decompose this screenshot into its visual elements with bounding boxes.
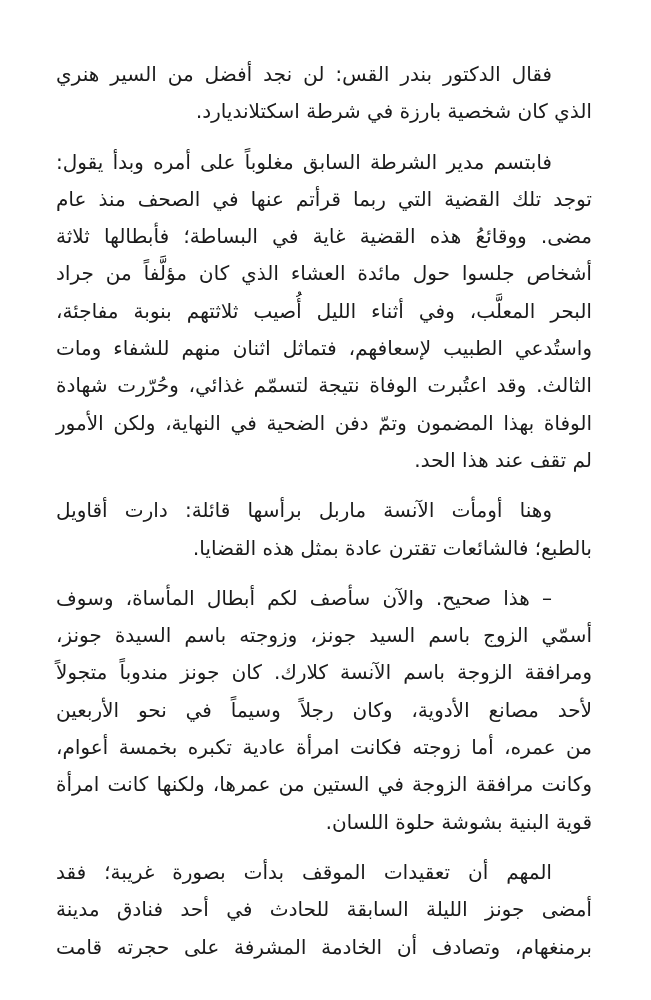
text-line: وهنا أومأت الآنسة ماربل برأسها قائلة: دارت أقاويل bbox=[56, 498, 552, 523]
text-line: لم تقف عند هذا الحد. bbox=[414, 447, 592, 472]
text-line: الذي كان شخصية بارزة في شرطة اسكتلانديارد. bbox=[195, 99, 592, 124]
text-line: أسمّي الزوج باسم السيد جونز، وزوجته باسم السيدة جونز، bbox=[56, 623, 592, 648]
text-line: البحر المعلَّب، وفي أثناء الليل أُصيب ثلاثتهم بنوبة مفاجئة، bbox=[56, 298, 592, 323]
text-line: – هذا صحيح. والآن سأصف لكم أبطال المأساة، وسوف bbox=[56, 585, 552, 610]
paragraph bbox=[56, 580, 592, 841]
text-line: فابتسم مدير الشرطة السابق مغلوباً على أمره وبدأ يقول: bbox=[56, 149, 552, 174]
paragraph bbox=[56, 854, 592, 966]
text-line: لأحد مصانع الأدوية، وكان رجلاً وسيماً في نحو الأربعين bbox=[56, 697, 592, 722]
paragraph bbox=[56, 144, 592, 480]
text-line: مضى. ووقائعُ هذه القضية غاية في البساطة؛ فأبطالها ثلاثة bbox=[56, 224, 592, 249]
text-line: واستُدعي الطبيب لإسعافهم، فتماثل اثنان منهم للشفاء ومات bbox=[56, 336, 592, 361]
text-line: من عمره، أما زوجته فكانت امرأة عادية تكبره بخمسة أعوام، bbox=[56, 735, 592, 760]
paragraph bbox=[56, 492, 592, 567]
text-line: الثالث. وقد اعتُبرت الوفاة نتيجة لتسمّم غذائي، وحُرّرت شهادة bbox=[56, 373, 592, 398]
text-line: المهم أن تعقيدات الموقف بدأت بصورة غريبة؛ فقد bbox=[56, 859, 552, 884]
text-line: أشخاص جلسوا حول مائدة العشاء الذي كان مؤلَّفاً من جراد bbox=[56, 261, 592, 286]
text-line: برمنغهام، وتصادف أن الخادمة المشرفة على حجرته قامت bbox=[56, 934, 592, 959]
text-line: بالطبع؛ فالشائعات تقترن عادة بمثل هذه القضايا. bbox=[192, 535, 592, 560]
text-line: فقال الدكتور بندر القس: لن نجد أفضل من السير هنري bbox=[56, 62, 552, 86]
paragraph bbox=[56, 56, 592, 131]
text-line: وكانت مرافقة الزوجة في الستين من عمرها، ولكنها كانت امرأة bbox=[56, 772, 592, 797]
text-line: ومرافقة الزوجة باسم الآنسة كلارك. كان جونز مندوباً متجولاً bbox=[56, 660, 592, 685]
text-line: أمضى جونز الليلة السابقة للحادث في أحد فنادق مدينة bbox=[56, 897, 592, 922]
text-line: الوفاة بهذا المضمون وتمّ دفن الضحية في النهاية، ولكن الأمور bbox=[56, 410, 592, 435]
text-line: قوية البنية بشوشة حلوة اللسان. bbox=[325, 809, 592, 834]
text-line: توجد تلك القضية التي ربما قرأتم عنها في الصحف منذ عام bbox=[56, 186, 592, 211]
